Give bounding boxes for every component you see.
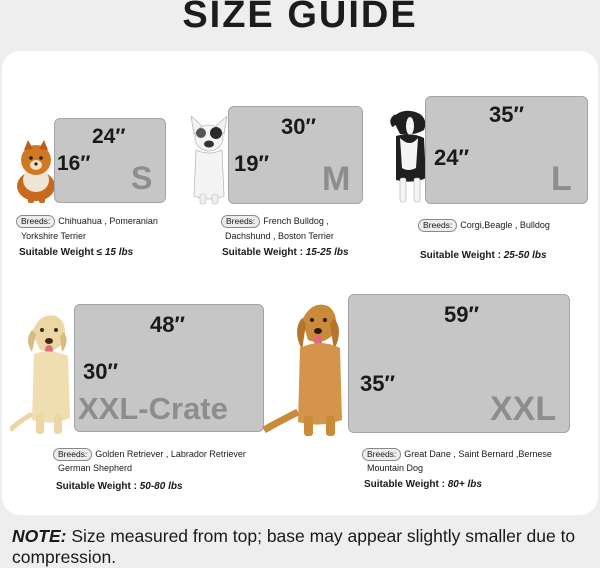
- size-s-breeds-line1: Chihuahua , Pomeranian: [58, 216, 158, 226]
- size-xxl-crate-length: 48″: [150, 312, 186, 337]
- size-m-label: M: [322, 160, 351, 198]
- compression-note: [12, 526, 592, 568]
- note-text: Size measured from top; base may appear slightly smaller due to compression.: [12, 526, 576, 567]
- size-xxl-crate-weight: Suitable Weight : 50-80 lbs: [56, 481, 183, 492]
- breeds-tag: Breeds:: [16, 215, 55, 228]
- size-s-width: 16″: [57, 152, 91, 175]
- size-m-breeds: [221, 214, 329, 228]
- size-s-breeds-line2: Yorkshire Terrier: [21, 231, 87, 241]
- breeds-tag: Breeds:: [418, 219, 457, 232]
- size-m-breeds-line1: French Bulldog ,: [263, 216, 329, 226]
- breeds-tag: Breeds:: [221, 215, 260, 228]
- size-xxl-crate-label: XXL-Crate: [78, 391, 228, 426]
- size-xxl-label: XXL: [490, 390, 557, 428]
- size-xxl-crate-width: 30″: [83, 359, 119, 384]
- page-title: SIZE GUIDE: [182, 0, 418, 36]
- size-m-weight: Suitable Weight : 15-25 lbs: [222, 247, 349, 258]
- size-xxl-breeds-line2: Mountain Dog: [367, 463, 424, 473]
- size-s-breeds: [16, 214, 158, 228]
- size-l-label: L: [551, 160, 572, 198]
- size-xxl-weight: Suitable Weight : 80+ lbs: [364, 479, 482, 490]
- size-s-length: 24″: [92, 125, 126, 148]
- size-m-breeds-line2: Dachshund , Boston Terrier: [225, 231, 334, 241]
- french-bulldog-icon: [186, 116, 232, 206]
- size-xxl-crate-breeds-line1: Golden Retriever , Labrador Retriever: [95, 449, 246, 459]
- size-s-label: S: [131, 160, 153, 196]
- size-l-weight: Suitable Weight : 25-50 lbs: [420, 250, 547, 261]
- size-xxl-width: 35″: [360, 371, 396, 396]
- size-m-length: 30″: [281, 114, 317, 139]
- size-xxl-breeds: [362, 447, 552, 461]
- pomeranian-icon: [12, 140, 60, 204]
- golden-retriever-icon: [262, 300, 358, 440]
- size-xxl-crate-breeds-line2: German Shepherd: [58, 463, 133, 473]
- size-l-breeds: [418, 218, 550, 232]
- size-l-breeds-line1: Corgi,Beagle , Bulldog: [460, 220, 550, 230]
- size-xxl-crate-breeds: [53, 447, 246, 461]
- size-s-weight: Suitable Weight ≤ 15 lbs: [19, 247, 134, 258]
- size-l-length: 35″: [489, 102, 525, 127]
- size-xxl-length: 59″: [444, 302, 480, 327]
- labrador-icon: [10, 310, 82, 436]
- breeds-tag: Breeds:: [53, 448, 92, 461]
- size-xxl-breeds-line1: Great Dane , Saint Bernard ,Bernese: [404, 449, 552, 459]
- note-label: NOTE:: [12, 526, 67, 546]
- breeds-tag: Breeds:: [362, 448, 401, 461]
- size-l-width: 24″: [434, 145, 470, 170]
- size-m-width: 19″: [234, 151, 270, 176]
